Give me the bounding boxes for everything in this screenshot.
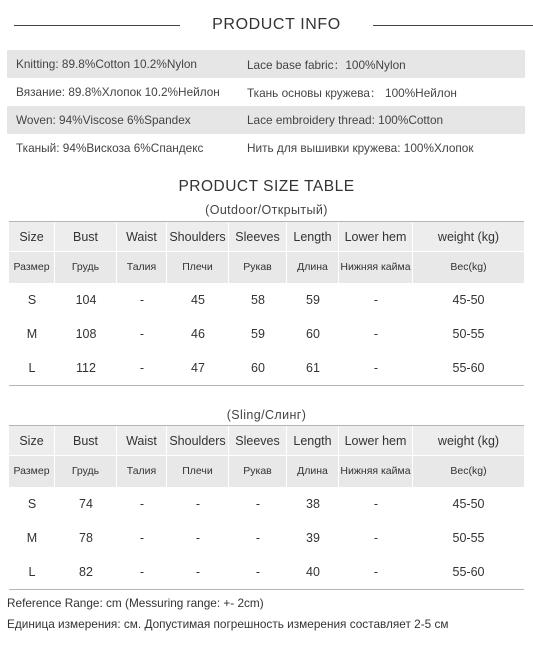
cell-lower-hem: - — [373, 565, 379, 579]
table-row — [9, 317, 524, 351]
cell-waist: - — [139, 361, 145, 375]
info-row — [7, 134, 525, 162]
cell-lower-hem: - — [373, 293, 379, 307]
info-woven-en: Woven: 94%Viscose 6%Spandex — [16, 113, 191, 127]
cell-lower-hem: - — [373, 531, 379, 545]
cell-weight: 55-60 — [452, 361, 485, 375]
info-row — [7, 106, 525, 134]
cell-size: S — [27, 293, 37, 307]
cell-sleeves: 60 — [251, 361, 265, 375]
info-lace-thread-en: Lace embroidery thread: 100%Cotton — [247, 113, 444, 127]
cell-length: 40 — [306, 565, 320, 579]
col-shoulders-ru: Плечи — [167, 456, 229, 487]
col-size: Size — [9, 426, 55, 455]
cell-weight: 55-60 — [452, 565, 485, 579]
cell-sleeves: - — [255, 565, 261, 579]
table-row — [9, 521, 524, 555]
cell-length: 61 — [306, 361, 320, 375]
col-waist: Waist — [117, 426, 167, 455]
col-waist-ru: Талия — [117, 456, 167, 487]
table-row — [9, 555, 524, 589]
info-row — [7, 50, 525, 78]
col-bust: Bust — [55, 222, 117, 251]
col-sleeves: Sleeves — [229, 222, 287, 251]
cell-shoulders: 47 — [191, 361, 205, 375]
product-info-list — [7, 50, 525, 162]
col-length-ru: Длина — [287, 456, 339, 487]
cell-lower-hem: - — [373, 497, 379, 511]
col-bust-ru: Грудь — [55, 456, 117, 487]
col-weight: weight (kg) — [437, 229, 500, 244]
cell-shoulders: 46 — [191, 327, 205, 341]
cell-sleeves: 59 — [251, 327, 265, 341]
cell-length: 38 — [306, 497, 320, 511]
cell-weight: 50-55 — [452, 531, 485, 545]
cell-lower-hem: - — [373, 361, 379, 375]
cell-length: 39 — [306, 531, 320, 545]
col-size: Size — [9, 222, 55, 251]
col-sleeves: Sleeves — [229, 426, 287, 455]
table-header-row — [9, 425, 524, 455]
col-sleeves-ru: Рукав — [229, 252, 287, 283]
info-knitting-en: Knitting: 89.8%Cotton 10.2%Nylon — [16, 57, 197, 71]
cell-shoulders: - — [195, 531, 201, 545]
col-lower-hem-ru: Нижняя кайма — [339, 456, 413, 487]
col-shoulders: Shoulders — [167, 426, 229, 455]
col-lower-hem-ru: Нижняя кайма — [339, 252, 413, 283]
cell-size: S — [27, 497, 37, 511]
product-info-title: PRODUCT INFO — [212, 16, 341, 33]
col-waist: Waist — [117, 222, 167, 251]
col-length: Length — [287, 426, 339, 455]
cell-shoulders: - — [195, 565, 201, 579]
cell-shoulders: 45 — [191, 293, 205, 307]
header-divider-left — [14, 25, 180, 26]
cell-sleeves: - — [255, 497, 261, 511]
cell-sleeves: 58 — [251, 293, 265, 307]
table-row — [9, 351, 524, 385]
cell-lower-hem: - — [373, 327, 379, 341]
col-bust-ru: Грудь — [55, 252, 117, 283]
col-length: Length — [287, 222, 339, 251]
cell-size: M — [26, 531, 38, 545]
cell-bust: 104 — [75, 293, 97, 307]
cell-waist: - — [139, 293, 145, 307]
cell-bust: 74 — [79, 497, 93, 511]
col-size-ru: Размер — [9, 456, 55, 487]
info-lace-thread-ru: Нить для вышивки кружева: 100%Хлопок — [247, 141, 474, 155]
col-shoulders: Shoulders — [167, 222, 229, 251]
table-header-row-ru — [9, 251, 524, 283]
cell-bust: 108 — [75, 327, 97, 341]
col-size-ru: Размер — [9, 252, 55, 283]
col-lower-hem: Lower hem — [339, 426, 413, 455]
col-length-ru: Длина — [287, 252, 339, 283]
col-sleeves-ru: Рукав — [229, 456, 287, 487]
col-shoulders-ru: Плечи — [167, 252, 229, 283]
measurement-unit-note: Единица измерения: см. Допустимая погрешность измерения составляет 2-5 см — [7, 617, 449, 631]
info-lace-base-en: Lace base fabric：100%Nylon — [247, 57, 406, 72]
sling-subtitle: (Sling/Слинг) — [226, 408, 307, 422]
cell-sleeves: - — [255, 531, 261, 545]
cell-shoulders: - — [195, 497, 201, 511]
cell-bust: 112 — [76, 361, 96, 375]
size-table-title: PRODUCT SIZE TABLE — [178, 178, 355, 195]
size-table-sling — [9, 425, 524, 590]
col-weight: weight (kg) — [437, 433, 500, 448]
info-knitting-ru: Вязание: 89.8%Хлопок 10.2%Нейлон — [16, 85, 220, 99]
table-row — [9, 487, 524, 521]
cell-waist: - — [139, 327, 145, 341]
cell-weight: 45-50 — [452, 497, 485, 511]
cell-weight: 50-55 — [452, 327, 485, 341]
col-waist-ru: Талия — [117, 252, 167, 283]
cell-bust: 82 — [79, 565, 93, 579]
col-lower-hem: Lower hem — [339, 222, 413, 251]
cell-waist: - — [139, 531, 145, 545]
info-lace-base-ru: Ткань основы кружева： 100%Нейлон — [247, 85, 457, 100]
cell-bust: 78 — [79, 531, 93, 545]
cell-waist: - — [139, 565, 145, 579]
header-divider-right — [373, 25, 533, 26]
table-row — [9, 283, 524, 317]
col-weight-ru: Вес(kg) — [450, 261, 487, 273]
cell-length: 59 — [306, 293, 320, 307]
reference-range-note: Reference Range: cm (Messuring range: +- 2cm) — [7, 596, 264, 610]
cell-size: M — [26, 327, 38, 341]
info-row — [7, 78, 525, 106]
cell-waist: - — [139, 497, 145, 511]
cell-size: L — [28, 565, 36, 579]
col-bust: Bust — [55, 426, 117, 455]
table-header-row — [9, 221, 524, 251]
product-info-header — [0, 10, 533, 40]
size-table-outdoor — [9, 221, 524, 386]
table-header-row-ru — [9, 455, 524, 487]
cell-size: L — [28, 361, 36, 375]
cell-length: 60 — [306, 327, 320, 341]
cell-weight: 45-50 — [452, 293, 485, 307]
outdoor-subtitle: (Outdoor/Открытый) — [205, 203, 328, 217]
info-woven-ru: Тканый: 94%Вискоза 6%Спандекс — [16, 141, 204, 155]
col-weight-ru: Вес(kg) — [450, 465, 487, 477]
